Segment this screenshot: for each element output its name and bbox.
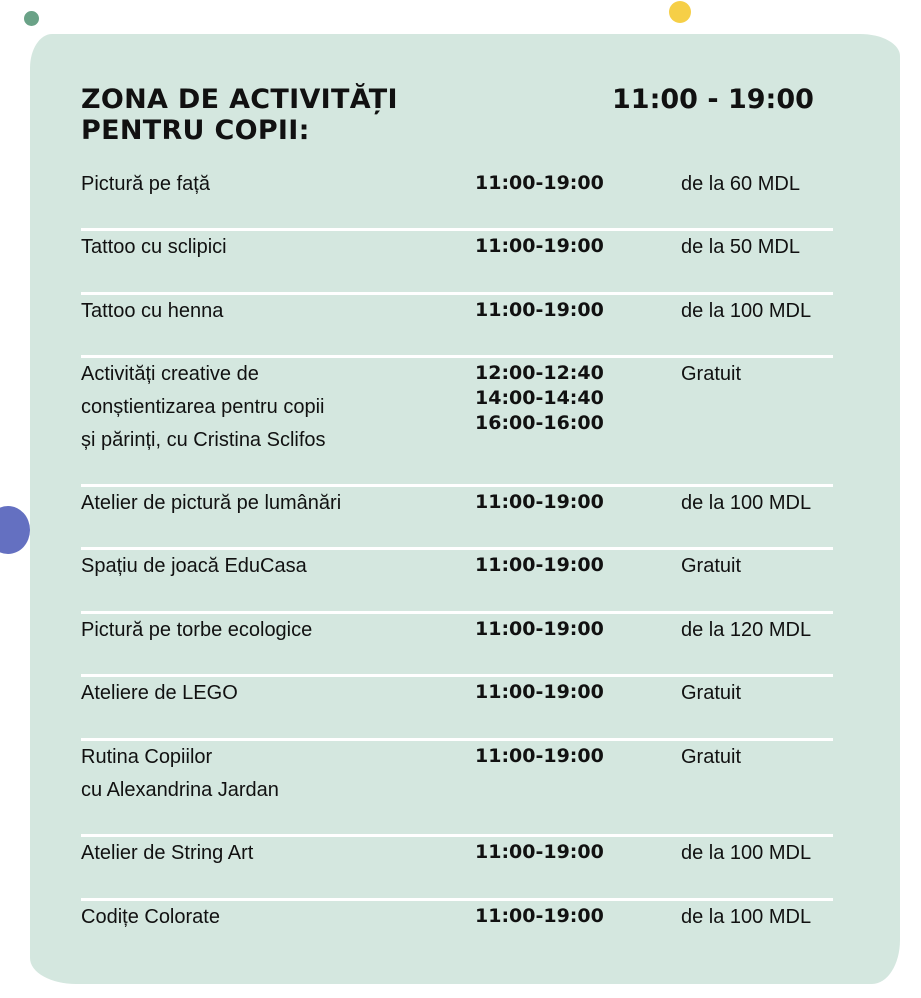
page-title — [81, 84, 398, 146]
activity-time — [475, 487, 681, 515]
table-row — [81, 487, 833, 550]
activity-time — [475, 168, 681, 196]
table-row — [81, 677, 833, 741]
activity-name-line: Ateliere de LEGO — [81, 682, 238, 704]
activity-name-line: conștientizarea pentru copii — [81, 396, 325, 418]
activity-time — [475, 295, 681, 323]
table-row — [81, 741, 833, 837]
activity-time-slot: 14:00-14:40 — [475, 387, 604, 409]
activity-price: de la 100 MDL — [681, 300, 812, 322]
activity-name — [81, 231, 475, 264]
title-line-2: PENTRU COPII: — [81, 115, 310, 146]
activity-time — [475, 614, 681, 642]
activity-price: Gratuit — [681, 682, 742, 704]
decorative-dot-yellow — [669, 1, 691, 23]
table-row — [81, 168, 833, 231]
activity-name — [81, 837, 475, 870]
activity-name-line: Atelier de pictură pe lumânări — [81, 492, 342, 514]
table-row — [81, 614, 833, 677]
opening-hours: 11:00 - 19:00 — [612, 84, 814, 115]
activity-name-line: Rutina Copiilor — [81, 746, 213, 768]
activity-time — [475, 837, 681, 865]
activity-name — [81, 358, 475, 457]
activity-name-line: și părinți, cu Cristina Sclifos — [81, 429, 326, 451]
activity-time-slot: 11:00-19:00 — [475, 235, 604, 257]
activity-name — [81, 168, 475, 201]
decorative-dot-blue — [0, 506, 30, 554]
activity-name-line: Tattoo cu sclipici — [81, 236, 227, 258]
activity-price: de la 60 MDL — [681, 173, 800, 195]
activity-price: de la 100 MDL — [681, 492, 812, 514]
activity-name — [81, 295, 475, 328]
table-row — [81, 231, 833, 295]
activity-name-line: Spațiu de joacă EduCasa — [81, 555, 307, 577]
table-row — [81, 358, 833, 487]
activity-name — [81, 614, 475, 647]
activity-name — [81, 741, 475, 807]
activity-name — [81, 677, 475, 710]
activity-time-slot: 11:00-19:00 — [475, 618, 604, 640]
activity-time-slot: 11:00-19:00 — [475, 745, 604, 767]
activity-time-slot: 11:00-19:00 — [475, 905, 604, 927]
table-row — [81, 901, 833, 964]
table-row — [81, 550, 833, 614]
activity-name-line: Pictură pe față — [81, 173, 210, 195]
title-line-1: ZONA DE ACTIVITĂȚI — [81, 84, 398, 115]
activity-time-slot: 12:00-12:40 — [475, 362, 604, 384]
activity-time-slot: 11:00-19:00 — [475, 554, 604, 576]
decorative-dot-green — [24, 11, 39, 26]
table-row — [81, 837, 833, 901]
activity-time — [475, 741, 681, 769]
activity-price: Gratuit — [681, 746, 742, 768]
activity-price: Gratuit — [681, 363, 742, 385]
activity-price: de la 100 MDL — [681, 842, 812, 864]
activity-time-slot: 11:00-19:00 — [475, 681, 604, 703]
activity-time — [475, 550, 681, 578]
activity-time-slot: 11:00-19:00 — [475, 841, 604, 863]
activity-name-line: Pictură pe torbe ecologice — [81, 619, 313, 641]
activity-time — [475, 231, 681, 259]
table-row — [81, 295, 833, 358]
activity-time-slot: 11:00-19:00 — [475, 491, 604, 513]
activity-price: de la 50 MDL — [681, 236, 800, 258]
activity-name — [81, 901, 475, 934]
activity-name — [81, 550, 475, 583]
activity-time — [475, 901, 681, 929]
activity-time — [475, 677, 681, 705]
activity-table — [81, 168, 833, 964]
activity-name — [81, 487, 475, 520]
activity-price: Gratuit — [681, 555, 742, 577]
activity-time-slot: 11:00-19:00 — [475, 172, 604, 194]
activity-price: de la 100 MDL — [681, 906, 812, 928]
activity-name-line: Activități creative de — [81, 363, 259, 385]
activity-time-slot: 11:00-19:00 — [475, 299, 604, 321]
activity-name-line: Tattoo cu henna — [81, 300, 224, 322]
activity-name-line: cu Alexandrina Jardan — [81, 779, 279, 801]
activity-name-line: Atelier de String Art — [81, 842, 254, 864]
activity-name-line: Codițe Colorate — [81, 906, 220, 928]
activity-time — [475, 358, 681, 436]
activity-time-slot: 16:00-16:00 — [475, 412, 604, 434]
activity-price: de la 120 MDL — [681, 619, 812, 641]
